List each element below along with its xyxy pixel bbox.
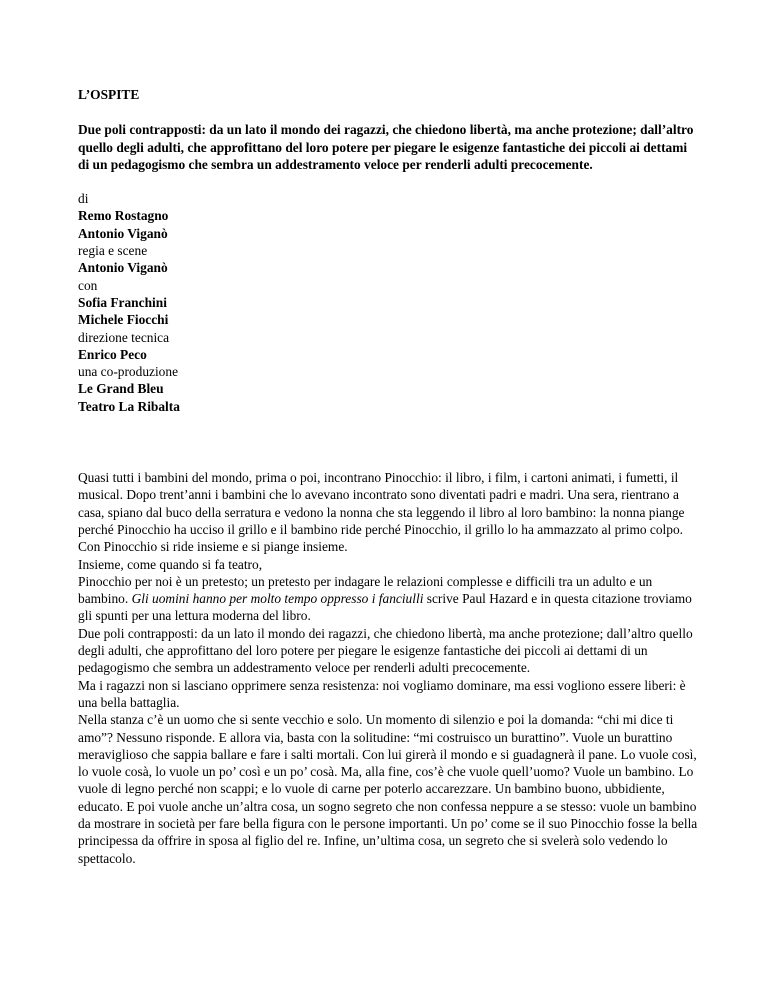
body-paragraph: Con Pinocchio si ride insieme e si piange insieme. (78, 539, 348, 555)
body-paragraph: Insieme, come quando si fa teatro, (78, 556, 263, 572)
body-paragraph (78, 573, 700, 625)
credit-role: direzione tecnica (78, 329, 170, 345)
body-paragraph: Quasi tutti i bambini del mondo, prima o poi, incontrano Pinocchio: il libro, i film, i cartoni animati, i fumetti, il musical. Dopo trent’anni i bambini che lo avevano incontrato sono diventati padri e madri. Una sera, rientrano a casa, spiano dal buco della serratura e vedono la nonna che sta leggendo il libro al loro bambino: la nonna piange perché Pinocchio ha ucciso il grillo e il bambino ride perché Pinocchio, il grillo lo ha ammazzato al primo colpo. (78, 470, 685, 537)
body-paragraph: Ma i ragazzi non si lasciano opprimere senza resistenza: noi vogliamo dominare, ma essi vogliono essere liberi: è una bella battaglia. (78, 677, 686, 710)
credit-role: una co-produzione (78, 364, 179, 380)
document-page (78, 86, 700, 867)
credit-name: Enrico Peco (78, 346, 147, 362)
document-title: L’OSPITE (78, 87, 140, 102)
credit-name: Antonio Viganò (78, 225, 168, 241)
credit-name: Antonio Viganò (78, 260, 168, 276)
body-text-span: Pinocchio per noi è un pretesto; un pretesto per indagare le relazioni complesse e difficili tra un adulto e un bambino. (78, 573, 653, 607)
credit-name: Michele Fiocchi (78, 312, 169, 328)
body-paragraph: Due poli contrapposti: da un lato il mondo dei ragazzi, che chiedono libertà, ma anche protezione; dall’altro quello degli adulti, che approfittano del loro potere per piegare le esigenze fantastiche dei piccoli ai dettami di un pedagogismo che sembra un addestramento veloce per renderli adulti precocemente. (78, 625, 693, 676)
body-text (78, 469, 700, 867)
credits-list (78, 190, 700, 415)
credit-role: con (78, 277, 98, 293)
body-paragraph: Nella stanza c’è un uomo che si sente vecchio e solo. Un momento di silenzio e poi la domanda: “chi mi dice ti amo”? Nessuno risponde. E allora via, basta con la solitudine: “mi costruisco un burattino”. Vuole un burattino meraviglioso che sappia ballare e fare i salti mortali. Con lui girerà il mondo e si guadagnerà il pane. Lo vuole così, lo vuole cosà, lo vuole un po’ così e un po’ cosà. Ma, alla fine, cos’è che vuole quell’uomo? Vuole un bambino. Lo vuole di legno perché non scappi; e lo vuole di carne per poterlo accarezzare. Un bambino buono, ubbidiente, educato. E poi vuole anche un’altra cosa, un sogno segreto che non confessa neppure a se stesso: vuole un bambino da mostrare in società per fare bella figura con le persone importanti. Un po’ come se il suo Pinocchio fosse la bella principessa da offrire in sposa al figlio del re. Infine, un’ultima cosa, un segreto che si svelerà solo vedendo lo spettacolo. (78, 712, 698, 866)
quote-italic: Gli uomini hanno per molto tempo oppresso i fanciulli (131, 591, 424, 607)
credit-name: Teatro La Ribalta (78, 398, 180, 414)
credit-role: regia e scene (78, 243, 148, 259)
credit-role: di (78, 191, 89, 207)
credit-name: Le Grand Bleu (78, 381, 164, 397)
credit-name: Remo Rostagno (78, 208, 169, 224)
body-text-span: scrive Paul Hazard e in questa citazione troviamo gli spunti per una lettura moderna del libro. (78, 591, 692, 624)
document-abstract: Due poli contrapposti: da un lato il mondo dei ragazzi, che chiedono libertà, ma anche protezione; dall’altro quello degli adulti, che approfittano del loro potere per piegare le esigenze fantastiche dei piccoli ai dettami di un pedagogismo che sembra un addestramento veloce per renderli adulti precocemente. (78, 122, 694, 172)
credit-name: Sofia Franchini (78, 294, 167, 310)
